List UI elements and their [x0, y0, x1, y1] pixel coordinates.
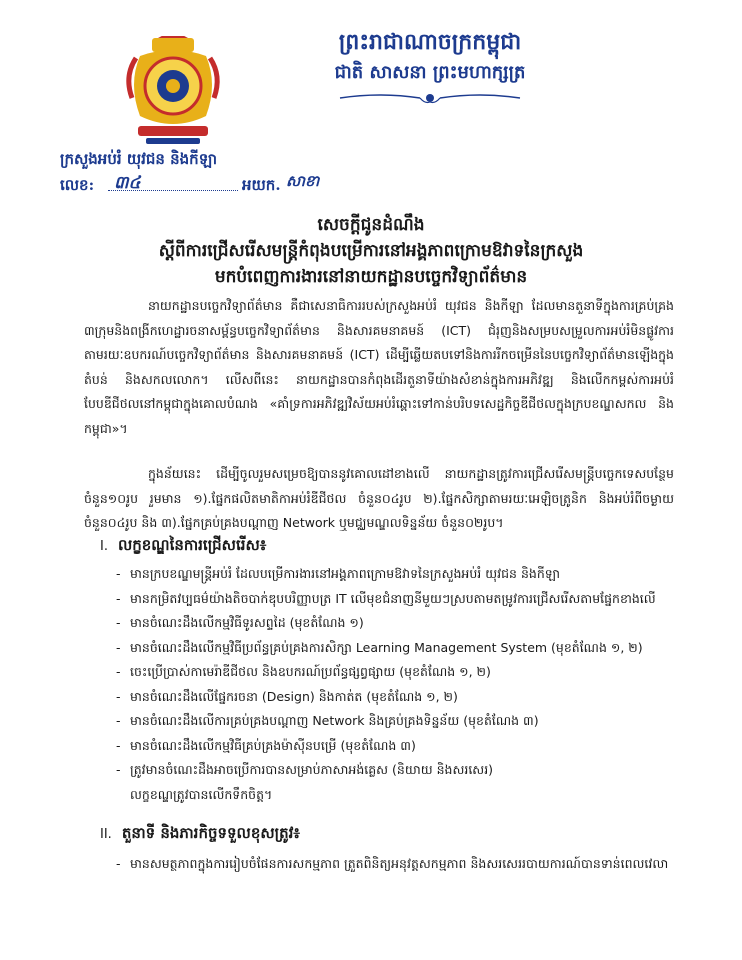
kingdom-title: ព្រះរាជាណាចក្រកម្ពុជា	[338, 29, 522, 55]
section-number: I.	[100, 539, 108, 554]
paragraph-intro: នាយកដ្ឋានបច្ចេកវិទ្យាព័ត៌មាន គឺជាសេនាធិការរបស់ក្រសួងអប់រំ យុវជន និងកីឡា ដែលមានតួនាទីក្នុងការគ្រប់គ្រង ៣ក្រុមនិងពង្រីកហេដ្ឋារចនាសម្ព័ន្ធបច្ចេកវិទ្យាព័ត៌មាន និងសារគមនាគមន៍ (ICT) ជំរុញនិងសម្របសម្រួលការអប់រំមិនផ្លូវការតាមរយៈឧបករណ៍បច្ចេកវិទ្យាព័ត៌មាន និងសារគមនាគមន៍ (ICT) ដើម្បីឆ្លើយតបទៅនិងការរីកចម្រើននៃបច្ចេកវិទ្យាព័ត៌មានឡើងក្នុងតំបន់ និងសកលលោក។ លើសពីនេះ នាយកដ្ឋានបានកំពុងដើរតួនាទីយ៉ាងសំខាន់ក្នុងការអភិវឌ្ឍ និងលើកកម្ពស់ការអប់រំបែបឌីជីថលនៅកម្ពុជាក្នុងគោលបំណង «គាំទ្រការអភិវឌ្ឍវិស័យអប់រំឆ្ពោះទៅកាន់បរិបទសេដ្ឋកិច្ចឌីជីថលក្នុងក្របខណ្ឌសកល និងកម្ពុជា»។	[84, 298, 674, 436]
list-item: - មានចំណេះដឹងលើកម្មវិធីគ្រប់គ្រងម៉ាស៊ីនបម្រើ (មុខតំណែង ៣)	[116, 734, 676, 759]
list-item: - មានក្របខណ្ឌមន្ត្រីអប់រំ ដែលបម្រើការងារនៅអង្គភាពក្រោមឱវាទនៃក្រសួងអប់រំ យុវជន និងកីឡា	[116, 562, 676, 587]
list-item: - មានកម្រិតវប្បធម៌យ៉ាងតិចបាក់ឌុបបរិញ្ញាបត្រ IT លើមុខជំនាញនីមួយៗស្របតាមតម្រូវការជ្រើសរើសតាមផ្នែកខាងលើ	[116, 587, 676, 612]
ministry-emblem-icon	[118, 36, 228, 148]
notice-subtitle-line1: ស្តីពីការជ្រើសរើសមន្ត្រីកំពុងបម្រើការនៅអង្គភាពក្រោមឱវាទនៃក្រសួង	[158, 241, 584, 261]
list-item: - ចេះប្រើប្រាស់កាមេរ៉ាឌីជីថល និងឧបករណ៍ប្រព័ន្ធផ្សព្វផ្សាយ (មុខតំណែង ១, ២)	[116, 660, 676, 685]
dept-code: សាខា	[286, 172, 320, 190]
notice-subtitle-line2: មកបំពេញការងារនៅនាយកដ្ឋានបច្ចេកវិទ្យាព័ត៌មាន	[214, 267, 528, 287]
list-item: - មានចំណេះដឹងលើកម្មវិធីប្រព័ន្ធគ្រប់គ្រងការសិក្សា Learning Management System (មុខតំណែង ១, ២)	[116, 636, 676, 661]
national-motto: ជាតិ សាសនា ព្រះមហាក្សត្រ	[334, 62, 526, 83]
notice-title: សេចក្តីជូនដំណឹង	[317, 215, 425, 235]
section-heading-criteria	[100, 536, 266, 558]
dept-label: អយក.	[242, 176, 281, 194]
duties-list	[116, 852, 676, 877]
section-number: II.	[100, 827, 112, 842]
list-item: - ត្រូវមានចំណេះដឹងអាចប្រើការបានសម្រាប់ភាសាអង់គ្លេស (និយាយ និងសរសេរ)	[116, 758, 676, 783]
ref-number: ៣៤	[114, 173, 141, 193]
ref-label: លេខ:	[60, 176, 95, 194]
list-item: - មានចំណេះដឹងលើកម្មវិធីទូរសព្ទដៃ (មុខតំណែង ១)	[116, 611, 676, 636]
reference-line	[60, 172, 320, 198]
ministry-name: ក្រសួងអប់រំ យុវជន និងកីឡា	[60, 150, 218, 168]
criteria-list	[116, 562, 676, 807]
list-item: - មានសមត្ថភាពក្នុងការរៀបចំផែនការសកម្មភាព ត្រួតពិនិត្យអនុវត្តសកម្មភាព និងសរសេររបាយការណ៍បានទាន់ពេលវេលា	[116, 852, 676, 877]
paragraph-purpose: ក្នុងន័យនេះ ដើម្បីចូលរួមសម្រេចឱ្យបាននូវគោលដៅខាងលើ នាយកដ្ឋានត្រូវការជ្រើសរើសមន្ត្រីបច្ចេកទេសបន្ថែមចំនួន១០រូប រួមមាន ១).ផ្នែកផលិតមាតិកាអប់រំឌីជីថល ចំនួន០៤រូប ២).ផ្នែកសិក្សាតាមរយៈអេឡិចត្រូនិក និងអប់រំពីចម្ងាយ ចំនួន០៤រូប និង ៣).ផ្នែកគ្រប់គ្រងបណ្តាញ Network ឬមជ្ឈមណ្ឌលទិន្នន័យ ចំនួន០២រូប។	[84, 466, 674, 530]
list-item: - មានចំណេះដឹងលើផ្នែករចនា (Design) និងកាត់ត (មុខតំណែង ១, ២)	[116, 685, 676, 710]
section-title: លក្ខខណ្ឌនៃការជ្រើសរើស៖	[117, 536, 267, 554]
ornament-divider-icon	[330, 90, 530, 106]
section-heading-duties	[100, 824, 300, 846]
section-title: តួនាទី និងភារកិច្ចទទួលខុសត្រូវ៖	[121, 824, 300, 842]
list-item: លក្ខខណ្ឌត្រូវបានលើកទឹកចិត្ត។	[130, 786, 273, 802]
list-item: - មានចំណេះដឹងលើការគ្រប់គ្រងបណ្តាញ Network និងគ្រប់គ្រងទិន្នន័យ (មុខតំណែង ៣)	[116, 709, 676, 734]
